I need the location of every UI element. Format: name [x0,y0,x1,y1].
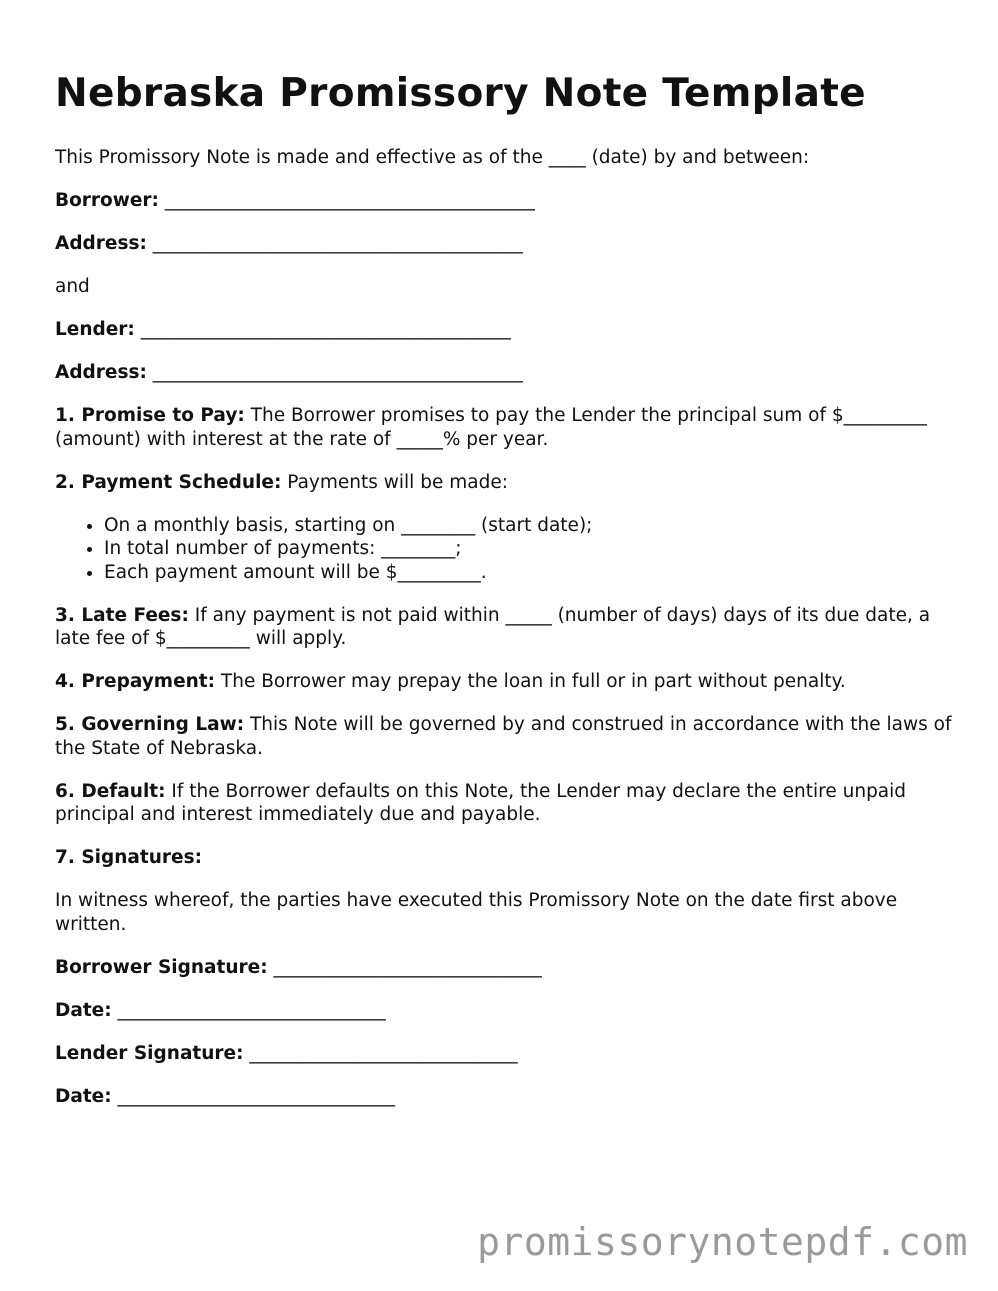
list-item: • Each payment amount will be $_________. [104,561,955,585]
document-title: Nebraska Promissory Note Template [55,71,866,116]
section-promise [55,404,955,451]
section-governing-law-text: This Note will be governed by and construed in accordance with the laws of the State of Nebraska. [55,714,952,759]
lender-address-line [55,361,955,385]
lender-date-label: Date: [55,1085,112,1107]
section-governing-law [55,713,955,760]
site-watermark: promissorynotepdf.com [477,1220,968,1264]
and-text: and [55,276,90,297]
lender-date-line [55,1085,955,1109]
section-schedule-text: Payments will be made: [287,471,508,493]
section-signatures-heading: 7. Signatures: [55,847,202,868]
lender-signature-line [55,1042,955,1066]
borrower-label: Borrower: [55,190,159,211]
section-default-text: If the Borrower defaults on this Note, the Lender may declare the entire unpaid principal and interest immediately due and payable. [55,780,907,825]
section-promise-heading: 1. Promise to Pay: [55,405,245,426]
lender-label: Lender: [55,319,135,340]
list-item: • In total number of payments: ________; [104,537,955,561]
section-signatures-text: In witness whereof, the parties have executed this Promissory Note on the date first above written. [55,890,898,935]
section-late-fees-heading: 3. Late Fees: [55,604,189,626]
borrower-address-label: Address: [55,233,147,254]
section-schedule [55,471,955,495]
section-prepayment-text: The Borrower may prepay the loan in full or in part without penalty. [220,671,846,692]
lender-address-blank: ________________________________________ [152,362,523,383]
lender-line [55,318,955,342]
section-late-fees [55,604,955,651]
borrower-line [55,189,955,213]
intro-text: This Promissory Note is made and effective as of the ____ (date) by and between: [55,147,810,168]
borrower-signature-blank: _____________________________ [273,956,542,978]
section-prepayment [55,670,955,694]
lender-blank: ________________________________________ [140,319,511,340]
section-signatures [55,846,955,870]
lender-signature-blank: _____________________________ [249,1042,518,1064]
lender-address-label: Address: [55,362,147,383]
borrower-signature-line [55,956,955,980]
section-default [55,780,955,827]
list-item: • On a monthly basis, starting on ________ (start date); [104,514,955,538]
borrower-date-label: Date: [55,999,112,1021]
payment-schedule-list [55,514,955,585]
borrower-date-line [55,999,955,1023]
lender-signature-label: Lender Signature: [55,1042,244,1064]
borrower-date-blank: _____________________________ [117,999,386,1021]
borrower-blank: ________________________________________ [164,190,535,211]
section-late-fees-text: If any payment is not paid within _____ (number of days) days of its due date, a late fee of $_________ will apply. [55,604,931,649]
borrower-address-line [55,232,955,256]
borrower-signature-label: Borrower Signature: [55,956,268,978]
section-schedule-heading: 2. Payment Schedule: [55,471,282,493]
section-prepayment-heading: 4. Prepayment: [55,671,216,692]
borrower-address-blank: ________________________________________ [152,233,523,254]
section-governing-law-heading: 5. Governing Law: [55,714,245,735]
section-promise-text: The Borrower promises to pay the Lender the principal sum of $_________ (amount) with interest at the rate of _____% per year. [55,405,927,450]
document-page [55,68,955,1128]
section-default-heading: 6. Default: [55,780,166,802]
lender-date-blank: ______________________________ [117,1085,396,1107]
